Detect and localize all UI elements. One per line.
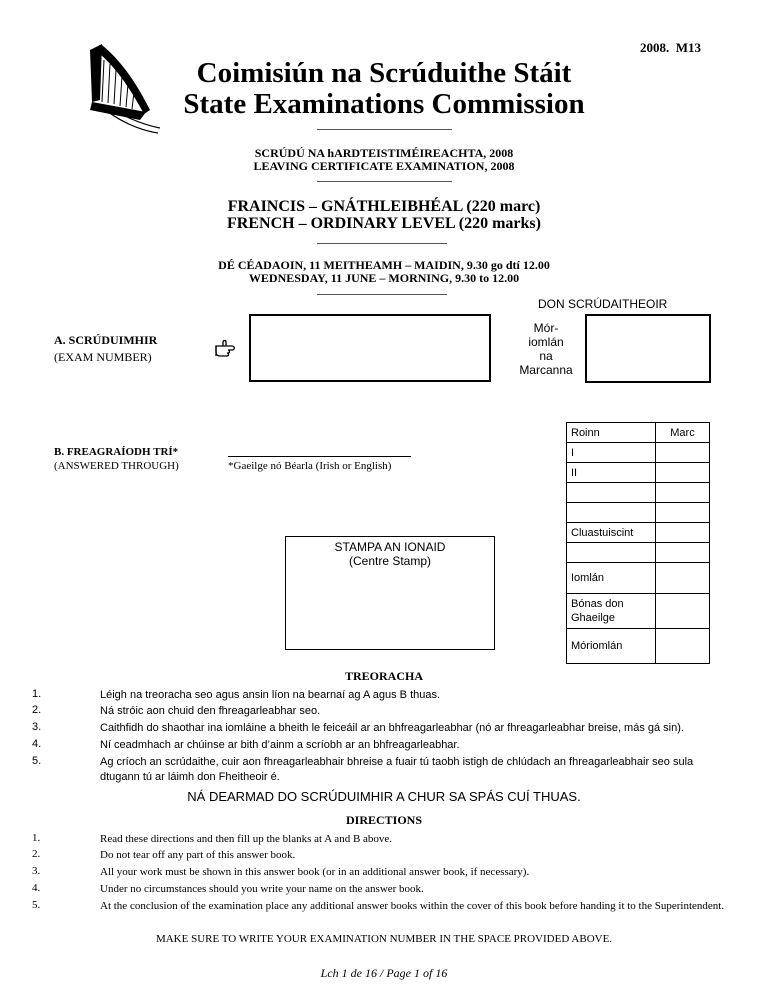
section-b-sub: (ANSWERED THROUGH): [54, 460, 179, 472]
table-cell-mark[interactable]: [656, 563, 710, 594]
table-row: [567, 423, 710, 443]
table-cell-section: Bónas don Ghaeilge: [567, 594, 656, 629]
date-irish: DÉ CÉADAOIN, 11 MEITHEAMH – MAIDIN, 9.30 go dtí 12.00: [218, 258, 550, 272]
table-cell-mark[interactable]: [656, 629, 710, 664]
exam-title-english: LEAVING CERTIFICATE EXAMINATION, 2008: [253, 159, 515, 173]
table-cell-mark[interactable]: [656, 594, 710, 629]
centre-stamp-box: [285, 536, 495, 650]
page-footer: Lch 1 de 16 / Page 1 of 16: [320, 966, 448, 980]
grand-total-label: Mór- iomlán na Marcanna: [519, 321, 573, 377]
table-header-section: Roinn: [567, 423, 656, 443]
table-cell-section: II: [567, 463, 656, 483]
table-row: [567, 563, 710, 594]
subject-english: FRENCH – ORDINARY LEVEL (220 marks): [227, 215, 541, 232]
org-english: State Examinations Commission: [183, 88, 585, 120]
table-row: [567, 483, 710, 503]
table-row: [567, 503, 710, 523]
table-row: [567, 463, 710, 483]
centre-stamp-title: STAMPA AN IONAID: [334, 540, 446, 554]
table-row: [567, 543, 710, 563]
instructions-english-title: DIRECTIONS: [345, 813, 423, 827]
examiner-label: DON SCRÚDAITHEOIR: [538, 297, 668, 311]
instructions-irish-title: TREORACHA: [344, 669, 423, 683]
table-cell-section: [567, 543, 656, 563]
table-cell-mark[interactable]: [656, 443, 710, 463]
table-cell-mark[interactable]: [656, 503, 710, 523]
table-cell-mark[interactable]: [656, 463, 710, 483]
table-cell-mark[interactable]: [656, 543, 710, 563]
marks-table: [566, 422, 710, 664]
table-cell-section: Móriomlán: [567, 629, 656, 664]
date-english: WEDNESDAY, 11 JUNE – MORNING, 9.30 to 12.00: [248, 271, 520, 285]
instructions-english-reminder: MAKE SURE TO WRITE YOUR EXAMINATION NUMBER IN THE SPACE PROVIDED ABOVE.: [155, 933, 613, 945]
table-cell-section: Iomlán: [567, 563, 656, 594]
instructions-irish-reminder: NÁ DEARMAD DO SCRÚDUIMHIR A CHUR SA SPÁS CUÍ THUAS.: [187, 789, 581, 804]
table-cell-section: I: [567, 443, 656, 463]
section-b-label: B. FREAGRAÍODH TRÍ*: [54, 446, 179, 458]
table-cell-mark[interactable]: [656, 483, 710, 503]
table-header-mark: Marc: [656, 423, 710, 443]
table-cell-section: [567, 483, 656, 503]
subject-irish: FRAINCIS – GNÁTHLEIBHÉAL (220 marc): [227, 198, 541, 215]
table-cell-section: Cluastuiscint: [567, 523, 656, 543]
table-row: [567, 523, 710, 543]
paper-code: 2008. M13: [640, 40, 702, 55]
exam-title-irish: SCRÚDÚ NA hARDTEISTIMÉIREACHTA, 2008: [254, 146, 514, 160]
table-cell-section: [567, 503, 656, 523]
grand-total-box[interactable]: [585, 314, 711, 383]
table-row: [567, 594, 710, 629]
section-a-label: A. SCRÚDUIMHIR: [54, 333, 158, 347]
answered-through-field[interactable]: [228, 455, 411, 457]
section-a-sub: (EXAM NUMBER): [54, 350, 152, 364]
table-row: [567, 629, 710, 664]
table-row: [567, 443, 710, 463]
table-cell-mark[interactable]: [656, 523, 710, 543]
exam-number-box[interactable]: [249, 314, 491, 382]
org-irish: Coimisiún na Scrúduithe Stáit: [196, 57, 572, 89]
centre-stamp-sub: (Centre Stamp): [348, 554, 432, 568]
pointing-hand-icon: [214, 336, 244, 360]
answered-through-note: *Gaeilge nó Béarla (Irish or English): [228, 460, 392, 472]
